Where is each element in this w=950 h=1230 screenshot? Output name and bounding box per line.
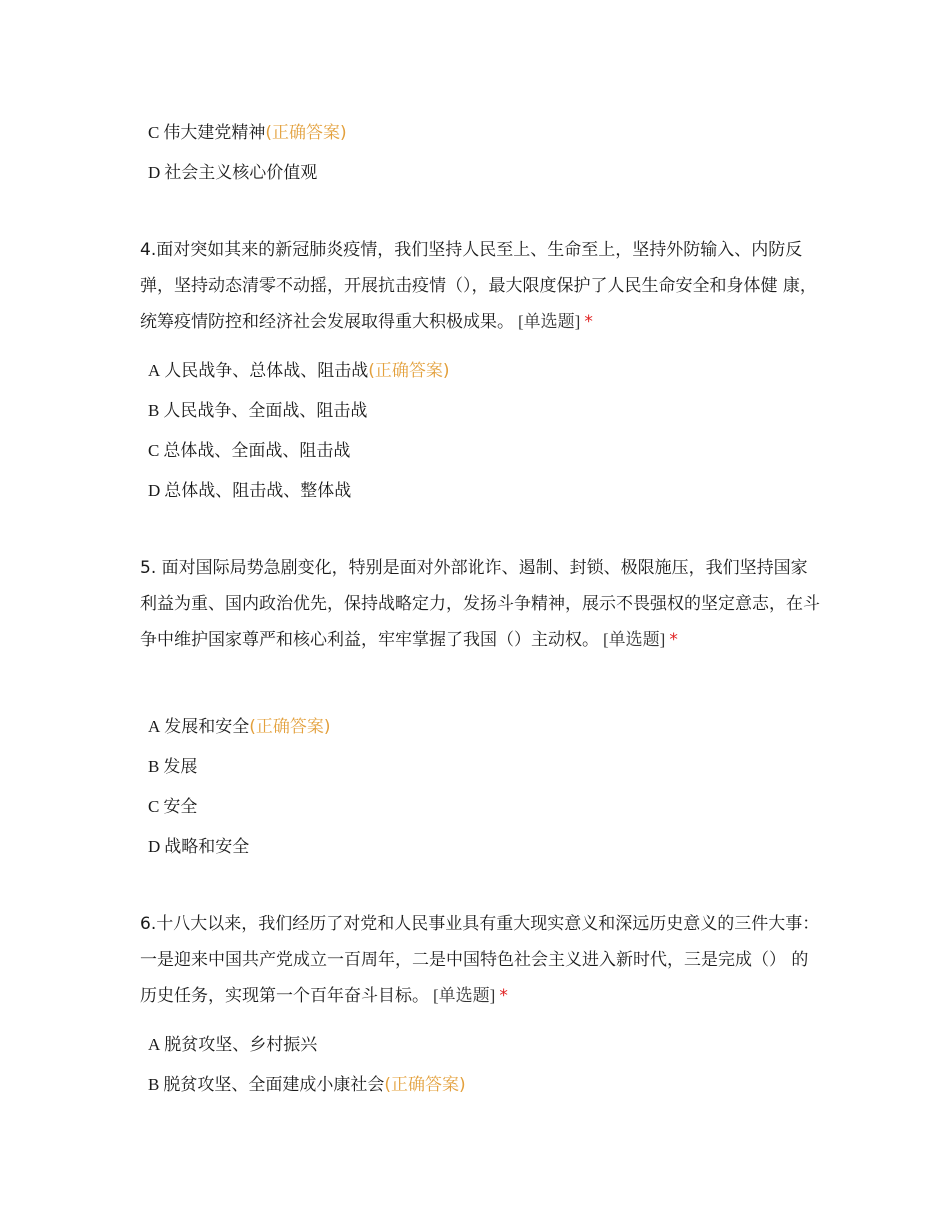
option-a[interactable] <box>148 716 331 738</box>
option-text: 伟大建党精神 <box>163 123 266 143</box>
option-text: 安全 <box>163 797 198 817</box>
option-letter: B <box>148 1075 160 1094</box>
option-letter: A <box>148 1035 161 1054</box>
question-type: [单选题] <box>433 986 496 1005</box>
option-text: 社会主义核心价值观 <box>164 163 318 183</box>
option-text: 脱贫攻坚、乡村振兴 <box>164 1035 318 1055</box>
option-c[interactable] <box>148 796 197 818</box>
question-5 <box>140 550 820 658</box>
option-letter: A <box>148 361 161 380</box>
option-text: 总体战、阻击战、整体战 <box>164 481 352 501</box>
option-text: 人民战争、总体战、阻击战 <box>164 361 369 381</box>
option-b[interactable] <box>148 1074 466 1096</box>
option-letter: C <box>148 123 160 142</box>
option-d[interactable] <box>148 162 317 184</box>
option-letter: D <box>148 837 161 856</box>
option-letter: C <box>148 797 160 816</box>
option-letter: D <box>148 481 161 500</box>
option-c[interactable] <box>148 440 350 462</box>
option-b[interactable] <box>148 400 367 422</box>
option-letter: A <box>148 717 161 736</box>
option-letter: D <box>148 163 161 182</box>
question-6 <box>140 906 820 1014</box>
option-a[interactable] <box>148 360 450 382</box>
question-text: 4.面对突如其来的新冠肺炎疫情，我们坚持人民至上、生命至上，坚持外防输入、内防反弹，坚持动态清零不动摇，开展抗击疫情（），最大限度保护了人民生命安全和身体健 康，统筹疫情防控和经济社会发展取得重大积极成果。 <box>140 240 817 332</box>
required-mark: * <box>669 630 678 650</box>
option-b[interactable] <box>148 756 197 778</box>
option-text: 脱贫攻坚、全面建成小康社会 <box>163 1075 385 1095</box>
option-d[interactable] <box>148 480 351 502</box>
option-a[interactable] <box>148 1034 317 1056</box>
option-text: 发展和安全 <box>164 717 250 737</box>
option-text: 战略和安全 <box>164 837 250 857</box>
question-type: [单选题] <box>603 630 666 649</box>
required-mark: * <box>584 312 593 332</box>
correct-answer-label: (正确答案) <box>265 123 347 143</box>
option-letter: B <box>148 757 160 776</box>
option-text: 总体战、全面战、阻击战 <box>163 441 351 461</box>
correct-answer-label: (正确答案) <box>368 361 450 381</box>
option-letter: C <box>148 441 160 460</box>
question-4 <box>140 232 820 340</box>
option-c[interactable] <box>148 122 347 144</box>
option-d[interactable] <box>148 836 249 858</box>
option-text: 人民战争、全面战、阻击战 <box>163 401 368 421</box>
correct-answer-label: (正确答案) <box>384 1075 466 1095</box>
option-text: 发展 <box>163 757 198 777</box>
question-type: [单选题] <box>518 312 581 331</box>
question-text: 5. 面对国际局势急剧变化，特别是面对外部讹诈、遏制、封锁、极限施压，我们坚持国家利益为重、国内政治优先，保持战略定力，发扬斗争精神，展示不畏强权的坚定意志，在斗争中维护国家尊严和核心利益，牢牢掌握了我国（）主动权。 <box>140 558 820 650</box>
correct-answer-label: (正确答案) <box>249 717 331 737</box>
question-text: 6.十八大以来，我们经历了对党和人民事业具有重大现实意义和深远历史意义的三件大事：一是迎来中国共产党成立一百周年，二是中国特色社会主义进入新时代，三是完成（） 的历史任务，实现第一个百年奋斗目标。 <box>140 914 820 1006</box>
option-letter: B <box>148 401 160 420</box>
required-mark: * <box>499 986 508 1006</box>
